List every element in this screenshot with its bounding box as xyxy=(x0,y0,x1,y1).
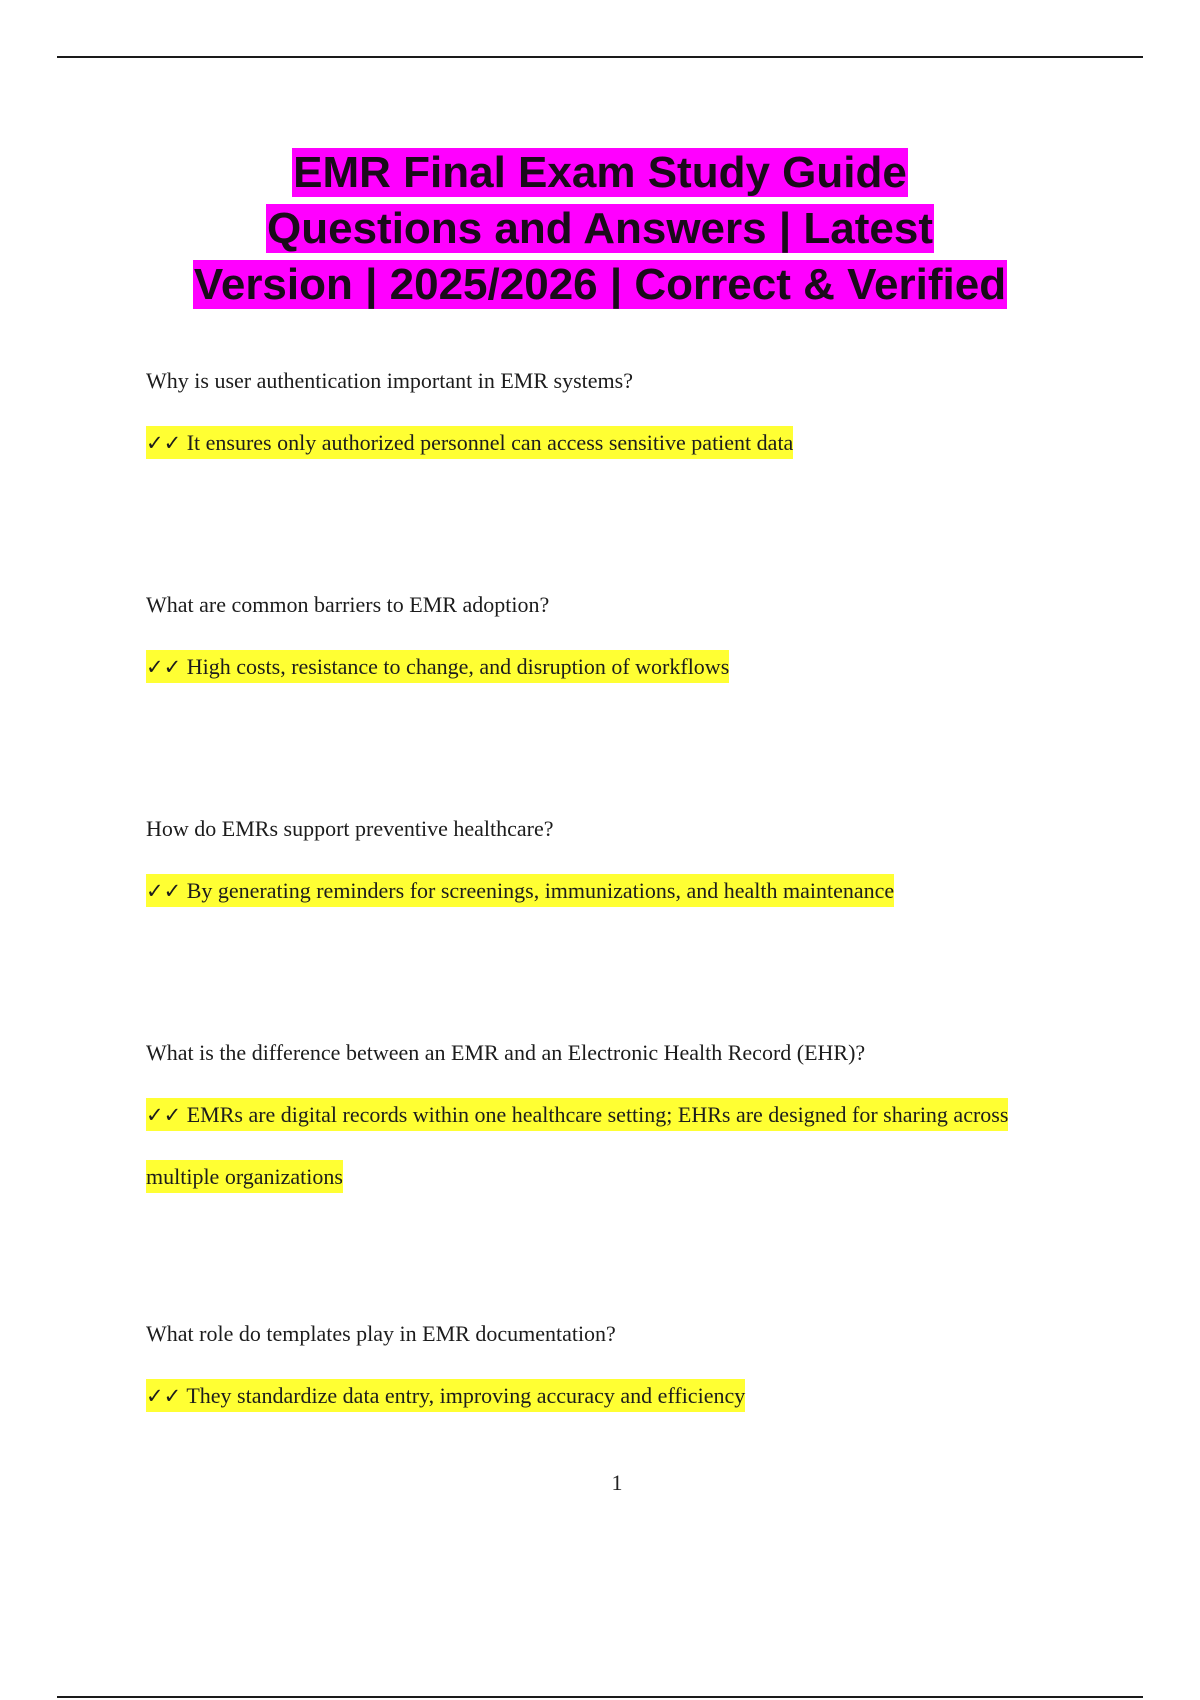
question-text: Why is user authentication important in EMR systems? xyxy=(146,368,633,393)
title-line-3: Version | 2025/2026 | Correct & Verified xyxy=(193,260,1007,309)
answer-highlight xyxy=(146,1098,1008,1193)
double-check-icon: ✓✓ xyxy=(146,655,182,679)
title-line-2: Questions and Answers | Latest xyxy=(267,204,933,253)
answer-line xyxy=(146,412,1076,474)
answer-highlight xyxy=(146,1379,745,1412)
answer-line xyxy=(146,1084,1076,1207)
answer-highlight xyxy=(146,426,793,459)
bottom-rule xyxy=(57,1696,1143,1698)
answer-text: It ensures only authorized personnel can access sensitive patient data xyxy=(186,430,794,455)
double-check-icon: ✓✓ xyxy=(146,879,182,903)
qa-item xyxy=(146,1038,1076,1207)
answer-highlight xyxy=(146,650,729,683)
answer-line xyxy=(146,636,1076,698)
question-text: How do EMRs support preventive healthcare? xyxy=(146,816,554,841)
answer-text: EMRs are digital records within one healthcare setting; EHRs are designed for sharing across multiple organizations xyxy=(146,1102,1009,1189)
question-text: What role do templates play in EMR documentation? xyxy=(146,1321,616,1346)
title-line-1: EMR Final Exam Study Guide xyxy=(293,148,907,197)
answer-highlight xyxy=(146,874,894,907)
answer-line xyxy=(146,860,1076,922)
page-number: 1 xyxy=(611,1470,623,1495)
answer-text: They standardize data entry, improving accuracy and efficiency xyxy=(186,1383,746,1408)
double-check-icon: ✓✓ xyxy=(146,1384,182,1408)
qa-item xyxy=(146,814,1076,922)
question-text: What is the difference between an EMR and an Electronic Health Record (EHR)? xyxy=(146,1040,866,1065)
top-rule xyxy=(57,56,1143,58)
qa-item xyxy=(146,590,1076,698)
qa-item xyxy=(146,1319,1076,1427)
answer-text: By generating reminders for screenings, immunizations, and health maintenance xyxy=(186,878,895,903)
double-check-icon: ✓✓ xyxy=(146,1103,182,1127)
qa-item xyxy=(146,366,1076,474)
answer-text: High costs, resistance to change, and disruption of workflows xyxy=(186,654,730,679)
answer-line xyxy=(146,1365,1076,1427)
double-check-icon: ✓✓ xyxy=(146,431,182,455)
document-title xyxy=(0,145,1200,313)
question-text: What are common barriers to EMR adoption? xyxy=(146,592,550,617)
